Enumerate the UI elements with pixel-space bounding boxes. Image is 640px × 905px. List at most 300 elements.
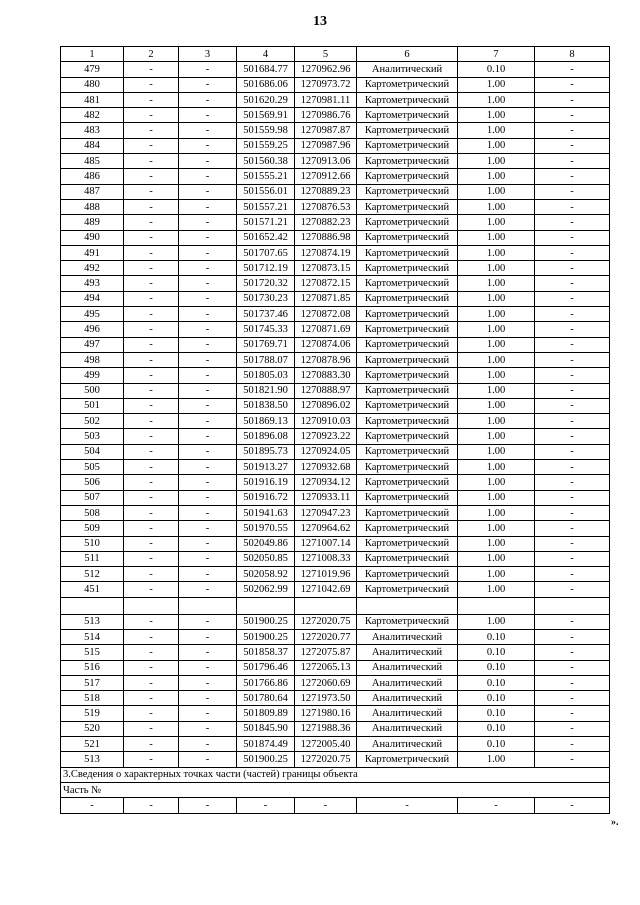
table-cell: 1270986.76	[295, 108, 357, 123]
table-cell: -	[179, 307, 237, 322]
table-row	[61, 291, 610, 306]
table-cell: -	[179, 752, 237, 767]
table-cell: 487	[61, 184, 124, 199]
table-cell: -	[535, 798, 610, 813]
table-cell: -	[535, 414, 610, 429]
table-cell: -	[179, 660, 237, 675]
table-cell: -	[179, 276, 237, 291]
table-cell: -	[179, 368, 237, 383]
empty-cell	[237, 597, 295, 614]
table-cell: 520	[61, 721, 124, 736]
table-cell: 1270987.87	[295, 123, 357, 138]
table-row	[61, 230, 610, 245]
table-cell: 0.10	[458, 62, 535, 77]
table-cell: 501559.98	[237, 123, 295, 138]
table-cell: -	[179, 199, 237, 214]
table-row	[61, 138, 610, 153]
table-cell: -	[535, 291, 610, 306]
table-cell: Картометрический	[357, 291, 458, 306]
table-cell: 501821.90	[237, 383, 295, 398]
table-cell: -	[124, 184, 179, 199]
table-row	[61, 184, 610, 199]
table-cell: -	[124, 322, 179, 337]
table-cell: -	[124, 307, 179, 322]
table-cell: 1270873.15	[295, 261, 357, 276]
table-cell: -	[179, 460, 237, 475]
table-cell: -	[458, 798, 535, 813]
empty-cell	[535, 597, 610, 614]
table-cell: 1270934.12	[295, 475, 357, 490]
table-cell: -	[535, 199, 610, 214]
table-row	[61, 322, 610, 337]
table-cell: -	[179, 230, 237, 245]
table-cell: Картометрический	[357, 490, 458, 505]
table-cell: Картометрический	[357, 614, 458, 629]
table-cell: Картометрический	[357, 383, 458, 398]
table-cell: 483	[61, 123, 124, 138]
column-header-7: 7	[458, 47, 535, 62]
table-cell: Картометрический	[357, 184, 458, 199]
table-cell: 1270924.05	[295, 444, 357, 459]
table-cell: Картометрический	[357, 368, 458, 383]
table-cell: -	[179, 444, 237, 459]
table-cell: -	[179, 567, 237, 582]
table-cell: 1.00	[458, 123, 535, 138]
table-cell: 1.00	[458, 138, 535, 153]
table-cell: -	[124, 645, 179, 660]
table-row	[61, 169, 610, 184]
table-cell: 0.10	[458, 660, 535, 675]
table-cell: -	[535, 138, 610, 153]
table-cell: -	[124, 691, 179, 706]
table-cell: 501652.42	[237, 230, 295, 245]
table-cell: 0.10	[458, 629, 535, 644]
table-cell: 501916.72	[237, 490, 295, 505]
table-row	[61, 444, 610, 459]
table-cell: 479	[61, 62, 124, 77]
table-cell: 501745.33	[237, 322, 295, 337]
table-cell: -	[124, 368, 179, 383]
column-header-3: 3	[179, 47, 237, 62]
table-cell: Картометрический	[357, 123, 458, 138]
table-cell: -	[179, 352, 237, 367]
table-cell: Картометрический	[357, 77, 458, 92]
table-cell: -	[179, 337, 237, 352]
part-number-label-row	[61, 782, 610, 797]
table-cell: -	[535, 108, 610, 123]
table-cell: -	[124, 230, 179, 245]
table-cell: -	[535, 77, 610, 92]
table-cell: Картометрический	[357, 322, 458, 337]
table-cell: 513	[61, 614, 124, 629]
table-cell: 0.10	[458, 675, 535, 690]
table-cell: Картометрический	[357, 444, 458, 459]
table-cell: 1.00	[458, 536, 535, 551]
table-cell: -	[124, 505, 179, 520]
table-cell: Аналитический	[357, 645, 458, 660]
table-cell: 505	[61, 460, 124, 475]
table-cell: 498	[61, 352, 124, 367]
table-cell: -	[124, 169, 179, 184]
table-cell: -	[535, 567, 610, 582]
empty-cell	[124, 597, 179, 614]
table-cell: 496	[61, 322, 124, 337]
empty-cell	[357, 597, 458, 614]
table-cell: 1270874.06	[295, 337, 357, 352]
table-cell: Картометрический	[357, 752, 458, 767]
table-row	[61, 62, 610, 77]
table-cell: 1.00	[458, 276, 535, 291]
table-cell: 1270886.98	[295, 230, 357, 245]
table-row	[61, 352, 610, 367]
table-cell: -	[535, 521, 610, 536]
table-cell: 1.00	[458, 429, 535, 444]
table-cell: -	[124, 414, 179, 429]
table-cell: 501730.23	[237, 291, 295, 306]
table-row	[61, 307, 610, 322]
table-cell: 518	[61, 691, 124, 706]
table-cell: -	[124, 398, 179, 413]
table-cell: Картометрический	[357, 169, 458, 184]
table-cell: 501788.07	[237, 352, 295, 367]
table-row	[61, 108, 610, 123]
table-cell: 1270932.68	[295, 460, 357, 475]
table-cell: 503	[61, 429, 124, 444]
table-cell: 509	[61, 521, 124, 536]
table-cell: -	[124, 629, 179, 644]
page-number: 13	[313, 14, 327, 29]
table-cell: -	[179, 536, 237, 551]
table-row	[61, 675, 610, 690]
table-cell: -	[295, 798, 357, 813]
table-cell: 1270910.03	[295, 414, 357, 429]
table-cell: -	[124, 154, 179, 169]
table-row	[61, 154, 610, 169]
table-row	[61, 614, 610, 629]
table-cell: 501874.49	[237, 737, 295, 752]
table-row	[61, 368, 610, 383]
table-cell: 519	[61, 706, 124, 721]
table-cell: 506	[61, 475, 124, 490]
table-cell: -	[535, 184, 610, 199]
table-row	[61, 199, 610, 214]
table-row	[61, 752, 610, 767]
table-cell: 1.00	[458, 169, 535, 184]
table-cell: -	[124, 261, 179, 276]
table-cell: Картометрический	[357, 536, 458, 551]
table-cell: 501556.01	[237, 184, 295, 199]
table-cell: -	[179, 721, 237, 736]
table-cell: -	[535, 154, 610, 169]
table-cell: Аналитический	[357, 721, 458, 736]
column-header-2: 2	[124, 47, 179, 62]
table-cell: -	[535, 614, 610, 629]
table-cell: 501571.21	[237, 215, 295, 230]
table-cell: 0.10	[458, 706, 535, 721]
table-row	[61, 245, 610, 260]
empty-cell	[179, 597, 237, 614]
table-cell: 1.00	[458, 108, 535, 123]
table-cell: 1.00	[458, 77, 535, 92]
table-cell: -	[124, 475, 179, 490]
table-cell: -	[535, 444, 610, 459]
table-cell: 504	[61, 444, 124, 459]
table-cell: 0.10	[458, 645, 535, 660]
table-cell: -	[179, 521, 237, 536]
table-cell: 501569.91	[237, 108, 295, 123]
table-cell: 499	[61, 368, 124, 383]
table-cell: 1.00	[458, 521, 535, 536]
table-cell: 501809.89	[237, 706, 295, 721]
column-header-8: 8	[535, 47, 610, 62]
table-row	[61, 567, 610, 582]
column-header-4: 4	[237, 47, 295, 62]
table-cell: 501620.29	[237, 92, 295, 107]
table-cell: -	[179, 62, 237, 77]
table-cell: Картометрический	[357, 154, 458, 169]
table-cell: 501896.08	[237, 429, 295, 444]
table-cell: -	[124, 108, 179, 123]
table-row	[61, 490, 610, 505]
table-cell: 1272020.77	[295, 629, 357, 644]
table-cell: -	[535, 398, 610, 413]
table-cell: Картометрический	[357, 429, 458, 444]
table-cell: 1270871.69	[295, 322, 357, 337]
table-cell: -	[179, 505, 237, 520]
table-cell: -	[535, 660, 610, 675]
table-cell: 0.10	[458, 691, 535, 706]
table-cell: 502	[61, 414, 124, 429]
table-header-row	[61, 47, 610, 62]
table-cell: 1.00	[458, 154, 535, 169]
table-cell: 1271988.36	[295, 721, 357, 736]
table-cell: 501805.03	[237, 368, 295, 383]
table-cell: Аналитический	[357, 737, 458, 752]
table-cell: -	[124, 383, 179, 398]
table-cell: 1272005.40	[295, 737, 357, 752]
section-3-title: 3.Сведения о характерных точках части (частей) границы объекта	[61, 767, 610, 782]
table-cell: Картометрический	[357, 398, 458, 413]
table-cell: 516	[61, 660, 124, 675]
table-cell: Аналитический	[357, 660, 458, 675]
table-cell: Картометрический	[357, 261, 458, 276]
table-cell: 1272020.75	[295, 614, 357, 629]
table-cell: 1.00	[458, 582, 535, 597]
table-cell: 501707.65	[237, 245, 295, 260]
table-cell: -	[535, 460, 610, 475]
table-cell: -	[535, 691, 610, 706]
table-cell: 481	[61, 92, 124, 107]
table-cell: 1.00	[458, 398, 535, 413]
column-header-5: 5	[295, 47, 357, 62]
table-cell: Картометрический	[357, 337, 458, 352]
table-cell: -	[535, 337, 610, 352]
table-cell: -	[535, 123, 610, 138]
table-cell: Картометрический	[357, 460, 458, 475]
table-cell: 501560.38	[237, 154, 295, 169]
table-cell: -	[179, 398, 237, 413]
table-cell: -	[179, 154, 237, 169]
table-cell: 1.00	[458, 92, 535, 107]
table-cell: -	[535, 230, 610, 245]
table-cell: -	[124, 582, 179, 597]
table-cell: 501559.25	[237, 138, 295, 153]
table-cell: 488	[61, 199, 124, 214]
table-cell: 1271019.96	[295, 567, 357, 582]
table-cell: -	[535, 352, 610, 367]
table-cell: 493	[61, 276, 124, 291]
table-cell: 484	[61, 138, 124, 153]
table-cell: 1.00	[458, 337, 535, 352]
table-cell: -	[179, 582, 237, 597]
table-cell: -	[535, 215, 610, 230]
table-cell: Картометрический	[357, 551, 458, 566]
table-cell: 1270889.23	[295, 184, 357, 199]
table-cell: -	[124, 521, 179, 536]
empty-cell	[61, 597, 124, 614]
table-cell: Аналитический	[357, 62, 458, 77]
table-cell: -	[179, 737, 237, 752]
table-cell: 501941.63	[237, 505, 295, 520]
table-cell: 1.00	[458, 245, 535, 260]
table-cell: 501796.46	[237, 660, 295, 675]
table-cell: -	[124, 706, 179, 721]
table-cell: -	[179, 675, 237, 690]
table-cell: 1270876.53	[295, 199, 357, 214]
table-row	[61, 398, 610, 413]
table-cell: 1270964.62	[295, 521, 357, 536]
table-cell: -	[124, 567, 179, 582]
table-row	[61, 337, 610, 352]
table-cell: -	[124, 92, 179, 107]
table-cell: 1.00	[458, 368, 535, 383]
table-cell: 491	[61, 245, 124, 260]
table-cell: -	[124, 721, 179, 736]
table-cell: 502062.99	[237, 582, 295, 597]
part-number-label: Часть №	[61, 782, 610, 797]
table-cell: -	[535, 62, 610, 77]
table-cell: Аналитический	[357, 706, 458, 721]
table-cell: 515	[61, 645, 124, 660]
table-cell: Картометрический	[357, 245, 458, 260]
table-cell: -	[535, 368, 610, 383]
table-cell: -	[535, 322, 610, 337]
table-cell: 1.00	[458, 291, 535, 306]
table-row	[61, 276, 610, 291]
table-cell: 1.00	[458, 614, 535, 629]
table-cell: -	[535, 721, 610, 736]
table-cell: 1.00	[458, 444, 535, 459]
table-cell: 489	[61, 215, 124, 230]
table-cell: -	[124, 660, 179, 675]
table-cell: 1272065.13	[295, 660, 357, 675]
table-cell: 501720.32	[237, 276, 295, 291]
table-cell: Картометрический	[357, 475, 458, 490]
table-cell: -	[124, 215, 179, 230]
table-cell: 1270912.66	[295, 169, 357, 184]
table-cell: -	[535, 490, 610, 505]
table-cell: 492	[61, 261, 124, 276]
table-cell: -	[357, 798, 458, 813]
table-cell: -	[535, 551, 610, 566]
table-cell: -	[124, 429, 179, 444]
table-cell: 1270923.22	[295, 429, 357, 444]
table-cell: -	[535, 629, 610, 644]
table-cell: 517	[61, 675, 124, 690]
table-row	[61, 737, 610, 752]
table-cell: 1272075.87	[295, 645, 357, 660]
table-cell: -	[124, 444, 179, 459]
table-cell: Картометрический	[357, 199, 458, 214]
table-cell: -	[124, 675, 179, 690]
table-cell: Картометрический	[357, 582, 458, 597]
table-cell: 501555.21	[237, 169, 295, 184]
section-3-title-row	[61, 767, 610, 782]
table-cell: -	[535, 92, 610, 107]
table-cell: 1.00	[458, 199, 535, 214]
table-cell: 1271973.50	[295, 691, 357, 706]
table-cell: 1270947.23	[295, 505, 357, 520]
table-row	[61, 215, 610, 230]
table-cell: 501769.71	[237, 337, 295, 352]
table-cell: -	[535, 307, 610, 322]
table-cell: 501869.13	[237, 414, 295, 429]
table-row	[61, 521, 610, 536]
table-cell: 1272060.69	[295, 675, 357, 690]
table-cell: 514	[61, 629, 124, 644]
table-cell: Картометрический	[357, 230, 458, 245]
table-cell: -	[179, 490, 237, 505]
table-cell: 501684.77	[237, 62, 295, 77]
table-cell: Аналитический	[357, 675, 458, 690]
table-cell: 0.10	[458, 737, 535, 752]
table-cell: -	[124, 536, 179, 551]
table-row	[61, 691, 610, 706]
table-cell: -	[179, 215, 237, 230]
table-cell: -	[179, 291, 237, 306]
table-cell: 1271007.14	[295, 536, 357, 551]
table-cell: 480	[61, 77, 124, 92]
table-cell: -	[179, 245, 237, 260]
table-row	[61, 460, 610, 475]
table-row	[61, 261, 610, 276]
table-cell: -	[179, 184, 237, 199]
table-cell: 1271980.16	[295, 706, 357, 721]
table-cell: 1270896.02	[295, 398, 357, 413]
table-cell: 501970.55	[237, 521, 295, 536]
table-cell: 501780.64	[237, 691, 295, 706]
table-cell: Картометрический	[357, 521, 458, 536]
table-cell: 502049.86	[237, 536, 295, 551]
table-cell: -	[535, 276, 610, 291]
table-cell: -	[179, 322, 237, 337]
table-cell: -	[124, 77, 179, 92]
table-cell: 501686.06	[237, 77, 295, 92]
table-cell: Картометрический	[357, 92, 458, 107]
blank-separator-row	[61, 597, 610, 614]
table-cell: 512	[61, 567, 124, 582]
table-cell: 486	[61, 169, 124, 184]
table-cell: -	[237, 798, 295, 813]
table-cell: 1270973.72	[295, 77, 357, 92]
table-cell: -	[535, 752, 610, 767]
table-row	[61, 660, 610, 675]
table-cell: 497	[61, 337, 124, 352]
table-cell: -	[179, 123, 237, 138]
table-cell: Картометрический	[357, 138, 458, 153]
table-cell: 501557.21	[237, 199, 295, 214]
table-row	[61, 706, 610, 721]
